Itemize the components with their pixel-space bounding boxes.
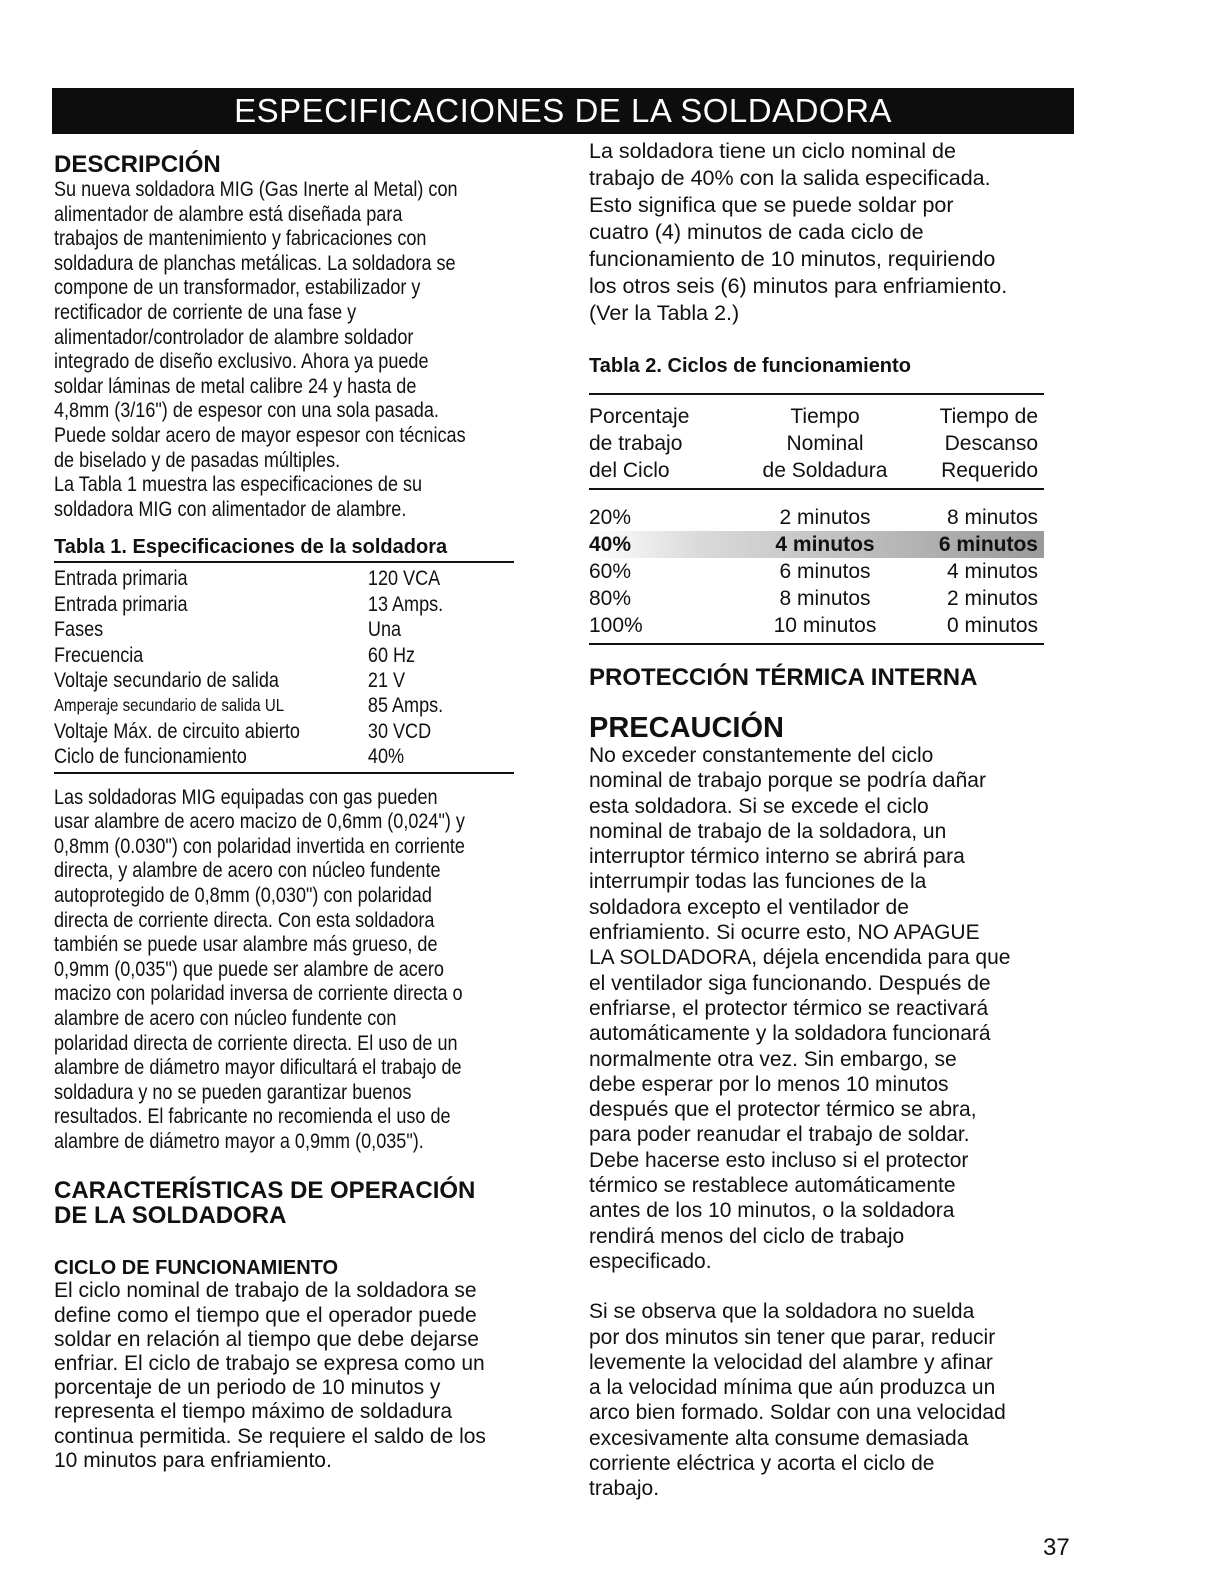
text-line: representa el tiempo máximo de soldadura: [54, 1400, 453, 1424]
text-line: especificado.: [589, 1249, 712, 1273]
text-line: trabajo.: [589, 1477, 660, 1501]
table-row: [54, 592, 514, 617]
spec-value: 60 Hz: [367, 643, 416, 667]
cell: 6 minutos: [779, 560, 871, 583]
spec-label: Ciclo de funcionamiento: [54, 745, 247, 769]
text-line: el ventilador siga funcionando. Después de: [589, 971, 991, 995]
text-line: compone de un transformador, estabilizador y: [54, 276, 421, 300]
spec-label: Fases: [54, 618, 104, 642]
descripcion-text: [54, 178, 544, 522]
table-row: [54, 566, 514, 591]
spec-value: 120 VCA: [367, 567, 441, 591]
text-line: soldadora excepto el ventilador de: [589, 895, 909, 919]
spec-value: 13 Amps.: [367, 592, 444, 616]
spec-label: Amperaje secundario de salida UL: [54, 695, 285, 716]
text-line: soldadora MIG con alimentador de alambre.: [54, 497, 407, 521]
header-line: del Ciclo: [589, 459, 670, 482]
cell: 2 minutos: [946, 587, 1038, 610]
text-line: rectificador de corriente de una fase y: [54, 300, 357, 324]
text-line: Las soldadoras MIG equipadas con gas pueden: [54, 785, 438, 809]
heading-line: CARACTERÍSTICAS DE OPERACIÓN: [54, 1177, 476, 1205]
text-line: nominal de trabajo de la soldadora, un: [589, 819, 947, 843]
tabla1-specs-table: [54, 561, 514, 773]
text-line: por dos minutos sin tener que parar, reducir: [589, 1325, 996, 1349]
text-line: soldadura de planchas metálicas. La soldadora se: [54, 251, 456, 275]
header-tiempo-descanso: [925, 403, 1044, 484]
text-line: rendirá menos del ciclo de trabajo: [589, 1224, 905, 1248]
text-line: también se puede usar alambre más grueso, de: [54, 933, 438, 957]
cell: 0 minutos: [946, 614, 1038, 637]
text-line: antes de los 10 minutos, o la soldadora: [589, 1199, 955, 1223]
text-line: Si se observa que la soldadora no suelda: [589, 1300, 975, 1324]
text-line: a la velocidad mínima que aún produzca un: [589, 1376, 996, 1400]
cell: 100%: [589, 614, 643, 637]
cell: 4 minutos: [946, 560, 1038, 583]
cell: 2 minutos: [779, 506, 871, 529]
cell: 40%: [589, 533, 632, 556]
spec-value: 21 V: [367, 668, 406, 692]
table-row: [54, 668, 514, 693]
cell: 8 minutos: [779, 587, 871, 610]
ciclo-heading: CICLO DE FUNCIONAMIENTO: [54, 1257, 339, 1280]
text-line: levemente la velocidad del alambre y afinar: [589, 1350, 993, 1374]
text-line: esta soldadora. Si se excede el ciclo: [589, 794, 929, 818]
spec-value: Una: [367, 618, 402, 642]
text-line: nominal de trabajo porque se podría dañar: [589, 769, 986, 793]
heading-line: DE LA SOLDADORA: [54, 1202, 287, 1230]
text-line: alambre de diámetro mayor dificultará el trabajo de: [54, 1056, 462, 1080]
spec-value: 30 VCD: [367, 719, 432, 743]
header-line: Tiempo: [790, 405, 860, 428]
text-line: resultados. El fabricante no recomienda el uso de: [54, 1105, 451, 1129]
spec-value: 40%: [367, 745, 405, 769]
alambre-text: [54, 786, 544, 1155]
cell: 6 minutos: [938, 533, 1038, 556]
caracteristicas-heading: [54, 1178, 544, 1228]
text-line: trabajo de 40% con la salida especificada.: [589, 166, 991, 190]
text-line: soldadura y no se pueden garantizar buenos: [54, 1080, 412, 1104]
descripcion-heading: DESCRIPCIÓN: [54, 151, 221, 178]
text-line: 10 minutos para enfriamiento.: [54, 1448, 332, 1472]
page-number: 37: [1043, 1534, 1070, 1561]
table-row: [54, 719, 514, 744]
text-line: automáticamente y la soldadora funcionará: [589, 1022, 991, 1046]
text-line: después que el protector térmico se abra,: [589, 1098, 977, 1122]
text-line: 0,9mm (0,035") que puede ser alambre de acero: [54, 957, 444, 981]
spec-label: Frecuencia: [54, 643, 144, 667]
text-line: LA SOLDADORA, déjela encendida para que: [589, 946, 1011, 970]
right-column: [589, 138, 1079, 1502]
header-line: Tiempo de: [939, 405, 1038, 428]
text-line: porcentaje de un periodo de 10 minutos y: [54, 1376, 441, 1400]
text-line: Puede soldar acero de mayor espesor con técnicas: [54, 423, 466, 447]
table-rule: [589, 643, 1044, 645]
spec-value: 85 Amps.: [367, 694, 444, 718]
tabla2-caption: Tabla 2. Ciclos de funcionamiento: [589, 355, 911, 377]
text-line: polaridad directa de corriente directa. El uso de un: [54, 1031, 458, 1055]
table-row: [54, 744, 514, 769]
text-line: para poder reanudar el trabajo de soldar.: [589, 1123, 970, 1147]
header-porcentaje: [589, 403, 725, 484]
text-line: Esto significa que se puede soldar por: [589, 193, 954, 217]
header-line: Porcentaje: [589, 405, 690, 428]
text-line: alimentador/controlador de alambre soldador: [54, 325, 414, 349]
table-row: [589, 612, 1044, 639]
text-line: alambre de diámetro mayor a 0,9mm (0,035").: [54, 1129, 424, 1153]
tabla1-caption: Tabla 1. Especificaciones de la soldadora: [54, 536, 448, 559]
cell: 10 minutos: [773, 614, 877, 637]
text-line: La Tabla 1 muestra las especificaciones de su: [54, 473, 423, 497]
table-row: [589, 504, 1044, 531]
text-line: define como el tiempo que el operador puede: [54, 1303, 477, 1327]
text-line: alimentador de alambre está diseñada para: [54, 202, 403, 226]
proteccion-heading: PROTECCIÓN TÉRMICA INTERNA: [589, 664, 978, 691]
text-line: soldar láminas de metal calibre 24 y hasta de: [54, 374, 417, 398]
header-line: Descanso: [944, 432, 1038, 455]
text-line: arco bien formado. Soldar con una velocidad: [589, 1401, 1006, 1425]
text-line: interruptor térmico interno se abrirá para: [589, 845, 965, 869]
text-line: Debe hacerse esto incluso si el protector: [589, 1148, 969, 1172]
text-line: funcionamiento de 10 minutos, requiriendo: [589, 247, 996, 271]
cell: 60%: [589, 560, 632, 583]
table-body: [589, 490, 1044, 643]
header-line: de trabajo: [589, 432, 683, 455]
cell: 4 minutos: [775, 533, 875, 556]
text-line: de biselado y de pasadas múltiples.: [54, 448, 341, 472]
header-line: de Soldadura: [762, 459, 888, 482]
text-line: No exceder constantemente del ciclo: [589, 744, 934, 767]
spec-label: Entrada primaria: [54, 592, 188, 616]
text-line: los otros seis (6) minutos para enfriamiento.: [589, 274, 1008, 298]
text-line: enfriamiento. Si ocurre esto, NO APAGUE: [589, 921, 980, 945]
text-line: La soldadora tiene un ciclo nominal de: [589, 139, 956, 163]
text-line: corriente eléctrica y acorta el ciclo de: [589, 1452, 935, 1476]
text-line: enfriar. El ciclo de trabajo se expresa como un: [54, 1352, 485, 1376]
text-line: Su nueva soldadora MIG (Gas Inerte al Metal) con: [54, 178, 458, 201]
text-line: 0,8mm (0.030") con polaridad invertida en corriente: [54, 834, 465, 858]
text-line: (Ver la Tabla 2.): [589, 301, 740, 325]
left-column: [54, 152, 544, 1473]
text-line: El ciclo nominal de trabajo de la soldadora se: [54, 1279, 477, 1303]
table-header: [589, 395, 1044, 488]
text-line: directa de corriente directa. Con esta soldadora: [54, 908, 435, 932]
text-line: enfriarse, el protector térmico se reactivará: [589, 996, 989, 1020]
spec-label: Entrada primaria: [54, 567, 188, 591]
text-line: térmico se restablece automáticamente: [589, 1174, 956, 1198]
nominal-text: [589, 138, 1079, 327]
table-row-highlighted: [589, 531, 1044, 558]
ciclo-text: [54, 1279, 544, 1473]
text-line: macizo con polaridad inversa de corriente directa o: [54, 982, 463, 1006]
text-line: 4,8mm (3/16") de espesor con una sola pasada.: [54, 399, 439, 423]
text-line: trabajos de mantenimiento y fabricaciones con: [54, 227, 427, 251]
text-line: directa, y alambre de acero con núcleo fundente: [54, 859, 441, 883]
text-line: alambre de acero con núcleo fundente con: [54, 1006, 397, 1030]
text-line: normalmente otra vez. Sin embargo, se: [589, 1047, 957, 1071]
table-row: [54, 693, 514, 718]
section-banner: ESPECIFICACIONES DE LA SOLDADORA: [52, 88, 1074, 134]
cell: 80%: [589, 587, 632, 610]
cell: 20%: [589, 506, 632, 529]
text-line: continua permitida. Se requiere el saldo de los: [54, 1424, 486, 1448]
text-line: autoprotegido de 0,8mm (0,030") con polaridad: [54, 883, 432, 907]
precaucion-text: [589, 743, 1079, 1274]
text-line: usar alambre de acero macizo de 0,6mm (0,024") y: [54, 810, 465, 834]
cell: 8 minutos: [946, 506, 1038, 529]
text-line: debe esperar por lo menos 10 minutos: [589, 1072, 949, 1096]
text-line: excesivamente alta consume demasiada: [589, 1426, 969, 1450]
header-line: Nominal: [786, 432, 864, 455]
header-tiempo-nominal: [725, 403, 925, 484]
header-line: Requerido: [941, 459, 1038, 482]
tabla2-duty-cycle-table: [589, 393, 1044, 645]
text-line: soldar en relación al tiempo que debe dejarse: [54, 1327, 479, 1351]
spec-label: Voltaje Máx. de circuito abierto: [54, 719, 300, 743]
table-row: [54, 617, 514, 642]
spec-label: Voltaje secundario de salida: [54, 668, 279, 692]
velocidad-text: [589, 1299, 1079, 1501]
table-row: [54, 643, 514, 668]
text-line: interrumpir todas las funciones de la: [589, 870, 927, 894]
precaucion-heading: PRECAUCIÓN: [589, 712, 784, 744]
table-row: [589, 585, 1044, 612]
text-line: integrado de diseño exclusivo. Ahora ya puede: [54, 350, 429, 374]
table-row: [589, 558, 1044, 585]
text-line: cuatro (4) minutos de cada ciclo de: [589, 220, 924, 244]
